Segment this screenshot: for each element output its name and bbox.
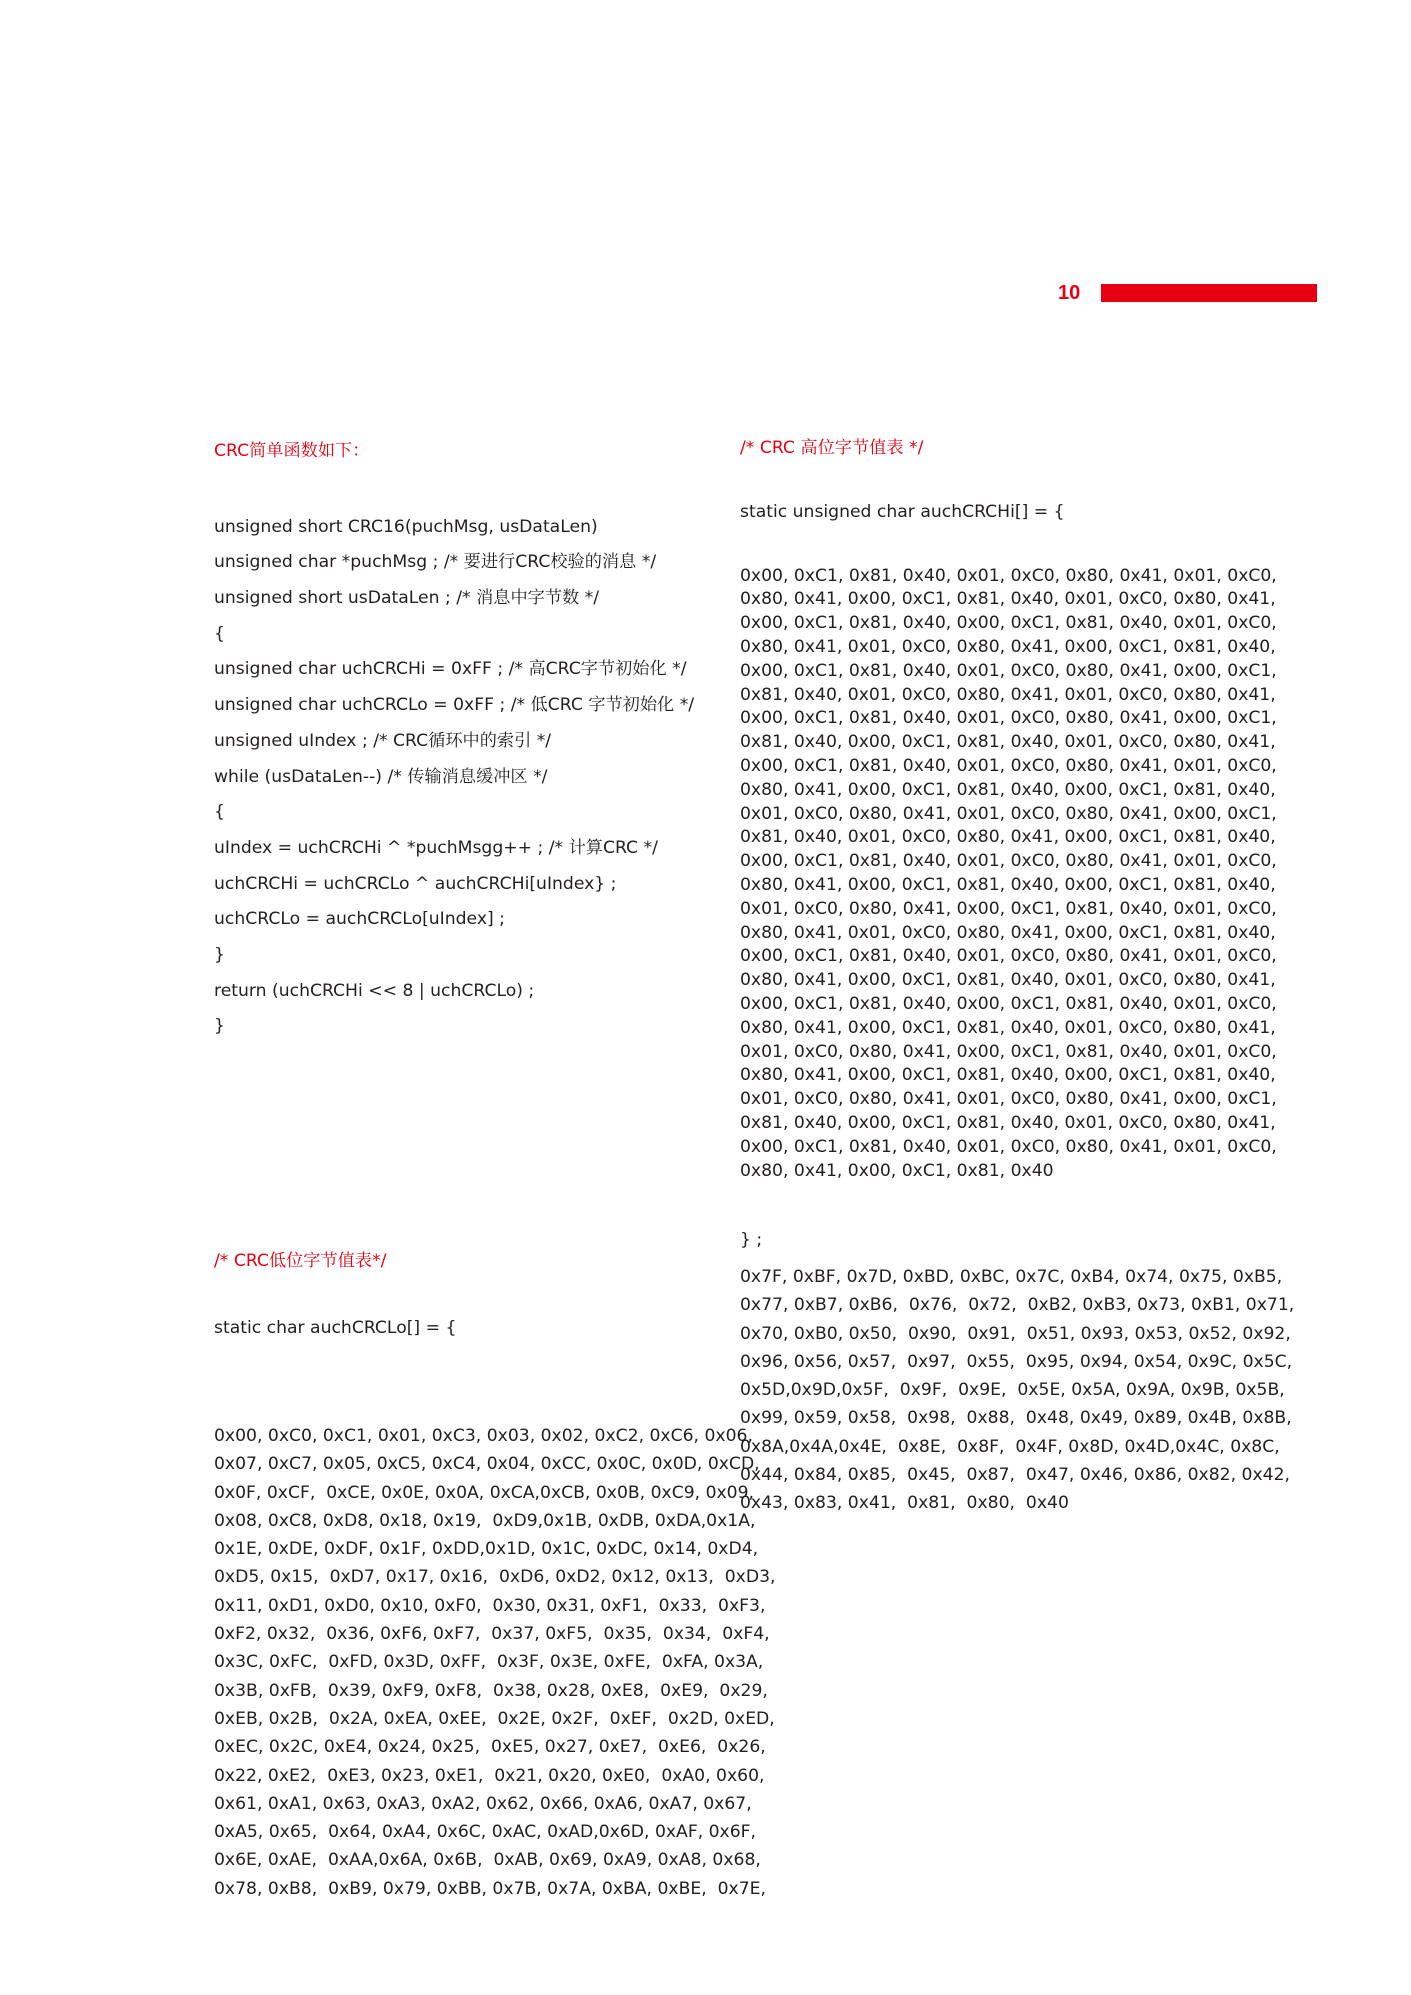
lo-table-row: 0x8A,0x4A,0x4E, 0x8E, 0x8F, 0x4F, 0x8D, 0x4D,0x4C, 0x8C, xyxy=(740,1436,1280,1457)
code-line: unsigned char uchCRCHi = 0xFF ; /* 高CRC字节初始化 */ xyxy=(214,659,687,680)
hi-table-row: 0x81, 0x40, 0x01, 0xC0, 0x80, 0x41, 0x00, 0xC1, 0x81, 0x40, xyxy=(740,827,1276,848)
lo-table-row: 0xEB, 0x2B, 0x2A, 0xEA, 0xEE, 0x2E, 0x2F, 0xEF, 0x2D, 0xED, xyxy=(214,1708,775,1729)
code-line: } xyxy=(214,944,225,965)
hi-table-closing: } ; xyxy=(740,1230,763,1251)
lo-table-row: 0x43, 0x83, 0x41, 0x81, 0x80, 0x40 xyxy=(740,1493,1069,1514)
lo-table-row: 0xEC, 0x2C, 0xE4, 0x24, 0x25, 0xE5, 0x27, 0xE7, 0xE6, 0x26, xyxy=(214,1737,766,1758)
lo-table-row: 0x00, 0xC0, 0xC1, 0x01, 0xC3, 0x03, 0x02, 0xC2, 0xC6, 0x06, xyxy=(214,1426,753,1446)
hi-table-declaration: static unsigned char auchCRCHi[] = { xyxy=(740,501,1065,522)
code-lines xyxy=(214,510,694,1045)
lo-table-row: 0x5D,0x9D,0x5F, 0x9F, 0x9E, 0x5E, 0x5A, 0x9A, 0x9B, 0x5B, xyxy=(740,1380,1285,1401)
lo-table-row: 0x11, 0xD1, 0xD0, 0x10, 0xF0, 0x30, 0x31, 0xF1, 0x33, 0xF3, xyxy=(214,1595,766,1616)
code-line: unsigned char *puchMsg ; /* 要进行CRC校验的消息 */ xyxy=(214,552,657,573)
hi-table-row: 0x80, 0x41, 0x00, 0xC1, 0x81, 0x40 xyxy=(740,1160,1054,1181)
hi-table-row: 0x01, 0xC0, 0x80, 0x41, 0x01, 0xC0, 0x80, 0x41, 0x00, 0xC1, xyxy=(740,1089,1277,1110)
code-line: return (uchCRCHi << 8 | uchCRCLo) ; xyxy=(214,980,535,1001)
lo-table-row: 0x61, 0xA1, 0x63, 0xA3, 0xA2, 0x62, 0x66, 0xA6, 0xA7, 0x67, xyxy=(214,1793,752,1814)
hi-table-row: 0x80, 0x41, 0x00, 0xC1, 0x81, 0x40, 0x01, 0xC0, 0x80, 0x41, xyxy=(740,589,1276,610)
hi-table-row: 0x00, 0xC1, 0x81, 0x40, 0x01, 0xC0, 0x80, 0x41, 0x00, 0xC1, xyxy=(740,708,1277,729)
code-line: } xyxy=(214,1016,225,1037)
code-line: uchCRCHi = uchCRCLo ^ auchCRCHi[uIndex} ; xyxy=(214,873,617,894)
page-header-bar xyxy=(1101,284,1317,302)
lo-table-row: 0x1E, 0xDE, 0xDF, 0x1F, 0xDD,0x1D, 0x1C, 0xDC, 0x14, 0xD4, xyxy=(214,1539,759,1560)
hi-table-row: 0x80, 0x41, 0x01, 0xC0, 0x80, 0x41, 0x00, 0xC1, 0x81, 0x40, xyxy=(740,922,1276,943)
lo-table-row: 0x99, 0x59, 0x58, 0x98, 0x88, 0x48, 0x49, 0x89, 0x4B, 0x8B, xyxy=(740,1408,1292,1429)
hi-table-row: 0x01, 0xC0, 0x80, 0x41, 0x00, 0xC1, 0x81, 0x40, 0x01, 0xC0, xyxy=(740,898,1277,919)
code-line: uchCRCLo = auchCRCLo[uIndex] ; xyxy=(214,909,505,930)
code-line: unsigned uIndex ; /* CRC循环中的索引 */ xyxy=(214,730,552,751)
hi-table-row: 0x81, 0x40, 0x01, 0xC0, 0x80, 0x41, 0x01, 0xC0, 0x80, 0x41, xyxy=(740,684,1276,705)
code-line: { xyxy=(214,802,225,823)
hi-table-row: 0x00, 0xC1, 0x81, 0x40, 0x01, 0xC0, 0x80, 0x41, 0x01, 0xC0, xyxy=(740,851,1277,872)
lo-table-row: 0x6E, 0xAE, 0xAA,0x6A, 0x6B, 0xAB, 0x69, 0xA9, 0xA8, 0x68, xyxy=(214,1850,761,1871)
lo-table-row: 0x7F, 0xBF, 0x7D, 0xBD, 0xBC, 0x7C, 0xB4, 0x74, 0x75, 0xB5, xyxy=(740,1267,1283,1287)
lo-table-row: 0xD5, 0x15, 0xD7, 0x17, 0x16, 0xD6, 0xD2, 0x12, 0x13, 0xD3, xyxy=(214,1567,776,1588)
lo-table-rows-right xyxy=(740,1263,1294,1518)
hi-table-row: 0x00, 0xC1, 0x81, 0x40, 0x01, 0xC0, 0x80, 0x41, 0x01, 0xC0, xyxy=(740,946,1277,967)
code-line: while (usDataLen--) /* 传输消息缓冲区 */ xyxy=(214,766,548,787)
lo-table-heading: /* CRC低位字节值表*/ xyxy=(214,1251,387,1271)
hi-table-rows xyxy=(740,565,1277,1184)
lo-table-row: 0x3B, 0xFB, 0x39, 0xF9, 0xF8, 0x38, 0x28, 0xE8, 0xE9, 0x29, xyxy=(214,1680,768,1701)
lo-table-row: 0xF2, 0x32, 0x36, 0xF6, 0xF7, 0x37, 0xF5, 0x35, 0x34, 0xF4, xyxy=(214,1624,770,1645)
lo-table-row: 0x77, 0xB7, 0xB6, 0x76, 0x72, 0xB2, 0xB3, 0x73, 0xB1, 0x71, xyxy=(740,1295,1295,1316)
hi-table-row: 0x01, 0xC0, 0x80, 0x41, 0x01, 0xC0, 0x80, 0x41, 0x00, 0xC1, xyxy=(740,803,1277,824)
hi-table-heading: /* CRC 高位字节值表 */ xyxy=(740,438,924,458)
lo-table-declaration: static char auchCRCLo[] = { xyxy=(214,1318,457,1338)
lo-table-row: 0x3C, 0xFC, 0xFD, 0x3D, 0xFF, 0x3F, 0x3E, 0xFE, 0xFA, 0x3A, xyxy=(214,1652,764,1673)
crc-lo-table-right xyxy=(740,1223,1294,1538)
hi-table-row: 0x81, 0x40, 0x00, 0xC1, 0x81, 0x40, 0x01, 0xC0, 0x80, 0x41, xyxy=(740,1112,1276,1133)
hi-table-row: 0x81, 0x40, 0x00, 0xC1, 0x81, 0x40, 0x01, 0xC0, 0x80, 0x41, xyxy=(740,732,1276,753)
hi-table-row: 0x80, 0x41, 0x01, 0xC0, 0x80, 0x41, 0x00, 0xC1, 0x81, 0x40, xyxy=(740,636,1276,657)
hi-table-row: 0x00, 0xC1, 0x81, 0x40, 0x01, 0xC0, 0x80, 0x41, 0x00, 0xC1, xyxy=(740,660,1277,681)
hi-table-row: 0x00, 0xC1, 0x81, 0x40, 0x01, 0xC0, 0x80, 0x41, 0x01, 0xC0, xyxy=(740,1136,1277,1157)
lo-table-row: 0x44, 0x84, 0x85, 0x45, 0x87, 0x47, 0x46, 0x86, 0x82, 0x42, xyxy=(740,1465,1290,1486)
lo-table-row: 0xA5, 0x65, 0x64, 0xA4, 0x6C, 0xAC, 0xAD,0x6D, 0xAF, 0x6F, xyxy=(214,1822,757,1843)
hi-table-row: 0x80, 0x41, 0x00, 0xC1, 0x81, 0x40, 0x01, 0xC0, 0x80, 0x41, xyxy=(740,1017,1276,1038)
hi-table-row: 0x00, 0xC1, 0x81, 0x40, 0x01, 0xC0, 0x80, 0x41, 0x01, 0xC0, xyxy=(740,565,1277,586)
hi-table-row: 0x80, 0x41, 0x00, 0xC1, 0x81, 0x40, 0x01, 0xC0, 0x80, 0x41, xyxy=(740,970,1276,991)
code-line: unsigned char uchCRCLo = 0xFF ; /* 低CRC 字节初始化 */ xyxy=(214,695,695,716)
lo-table-row: 0x96, 0x56, 0x57, 0x97, 0x55, 0x95, 0x94, 0x54, 0x9C, 0x5C, xyxy=(740,1351,1293,1372)
code-line: unsigned short usDataLen ; /* 消息中字节数 */ xyxy=(214,588,600,609)
code-heading: CRC简单函数如下： xyxy=(214,441,370,461)
hi-table-row: 0x80, 0x41, 0x00, 0xC1, 0x81, 0x40, 0x00, 0xC1, 0x81, 0x40, xyxy=(740,1065,1276,1086)
lo-table-rows-left xyxy=(214,1422,775,1903)
lo-table-row: 0x07, 0xC7, 0x05, 0xC5, 0xC4, 0x04, 0xCC, 0x0C, 0x0D, 0xCD, xyxy=(214,1454,760,1475)
crc16-function-code xyxy=(214,394,694,1065)
page-number: 10 xyxy=(1058,282,1081,304)
lo-table-row: 0x70, 0xB0, 0x50, 0x90, 0x91, 0x51, 0x93, 0x53, 0x52, 0x92, xyxy=(740,1323,1291,1344)
code-line: uIndex = uchCRCHi ^ *puchMsgg++ ; /* 计算CRC */ xyxy=(214,837,658,858)
hi-table-row: 0x00, 0xC1, 0x81, 0x40, 0x00, 0xC1, 0x81, 0x40, 0x01, 0xC0, xyxy=(740,613,1277,634)
code-line: { xyxy=(214,623,225,644)
hi-table-row: 0x80, 0x41, 0x00, 0xC1, 0x81, 0x40, 0x00, 0xC1, 0x81, 0x40, xyxy=(740,779,1276,800)
code-line: unsigned short CRC16(puchMsg, usDataLen) xyxy=(214,516,598,537)
crc-lo-table-left xyxy=(214,1168,775,1923)
crc-hi-table xyxy=(740,397,1277,1273)
hi-table-row: 0x80, 0x41, 0x00, 0xC1, 0x81, 0x40, 0x00, 0xC1, 0x81, 0x40, xyxy=(740,874,1276,895)
hi-table-row: 0x00, 0xC1, 0x81, 0x40, 0x00, 0xC1, 0x81, 0x40, 0x01, 0xC0, xyxy=(740,993,1277,1014)
lo-table-row: 0x78, 0xB8, 0xB9, 0x79, 0xBB, 0x7B, 0x7A, 0xBA, 0xBE, 0x7E, xyxy=(214,1878,766,1899)
hi-table-row: 0x00, 0xC1, 0x81, 0x40, 0x01, 0xC0, 0x80, 0x41, 0x01, 0xC0, xyxy=(740,755,1277,776)
lo-table-row: 0x22, 0xE2, 0xE3, 0x23, 0xE1, 0x21, 0x20, 0xE0, 0xA0, 0x60, xyxy=(214,1765,765,1786)
lo-table-row: 0x08, 0xC8, 0xD8, 0x18, 0x19, 0xD9,0x1B, 0xDB, 0xDA,0x1A, xyxy=(214,1510,756,1531)
lo-table-row: 0x0F, 0xCF, 0xCE, 0x0E, 0x0A, 0xCA,0xCB, 0x0B, 0xC9, 0x09, xyxy=(214,1482,755,1503)
hi-table-row: 0x01, 0xC0, 0x80, 0x41, 0x00, 0xC1, 0x81, 0x40, 0x01, 0xC0, xyxy=(740,1041,1277,1062)
